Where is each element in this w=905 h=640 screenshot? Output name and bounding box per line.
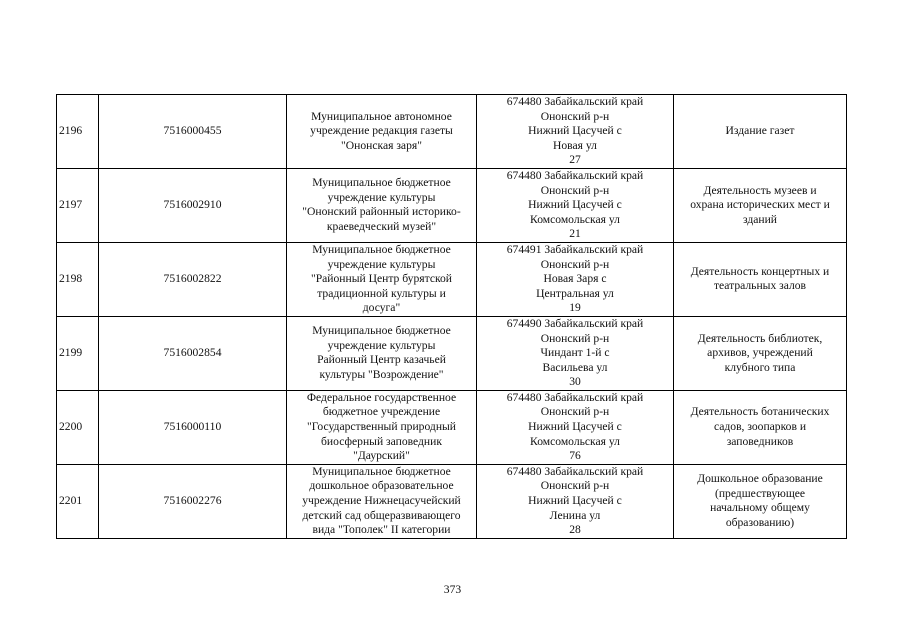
address bbox=[477, 316, 674, 390]
address bbox=[477, 390, 674, 464]
address-line: 27 bbox=[569, 153, 581, 167]
organization-line: биосферный заповедник bbox=[321, 434, 442, 448]
activity-line: Деятельность концертных и bbox=[690, 264, 830, 278]
table-row bbox=[57, 95, 847, 169]
activity-line: Издание газет bbox=[725, 124, 795, 138]
address bbox=[477, 95, 674, 169]
organization-line: вида "Тополек" II категории bbox=[312, 523, 451, 537]
address-line: Чиндант 1-й с bbox=[540, 346, 610, 360]
organization-name bbox=[287, 168, 477, 242]
address-line: Комсомольская ул bbox=[530, 212, 620, 226]
organization-line: учреждение редакция газеты bbox=[310, 124, 453, 138]
address-line: Новая Заря с bbox=[543, 272, 607, 286]
inn-code: 7516002822 bbox=[99, 242, 287, 316]
address-line: Нижний Цасучей с bbox=[528, 420, 622, 434]
activity-line: садов, зоопарков и bbox=[713, 420, 807, 434]
row-number: 2201 bbox=[57, 464, 99, 538]
organization-line: дошкольное образовательное bbox=[309, 479, 454, 493]
organization-line: Районный Центр казачьей bbox=[317, 353, 446, 367]
organization-line: Муниципальное бюджетное bbox=[312, 176, 451, 190]
table-row bbox=[57, 390, 847, 464]
address-line: Комсомольская ул bbox=[530, 434, 620, 448]
address-line: Ононский р-н bbox=[540, 405, 610, 419]
inn-code: 7516002276 bbox=[99, 464, 287, 538]
activity-line: заповедников bbox=[726, 434, 794, 448]
activity-type bbox=[674, 390, 847, 464]
activity-line: образованию) bbox=[725, 515, 795, 529]
inn-code: 7516000110 bbox=[99, 390, 287, 464]
address-line: Ононский р-н bbox=[540, 331, 610, 345]
activity-type bbox=[674, 316, 847, 390]
activity-line: охрана исторических мест и bbox=[690, 198, 830, 212]
organization-line: "Ононский районный историко- bbox=[302, 205, 461, 219]
organization-line: краеведческий музей" bbox=[326, 220, 437, 234]
address-line: 19 bbox=[569, 301, 581, 315]
organization-line: учреждение культуры bbox=[327, 257, 436, 271]
organization-name bbox=[287, 242, 477, 316]
organization-line: культуры "Возрождение" bbox=[319, 367, 444, 381]
organization-line: "Даурский" bbox=[353, 449, 410, 463]
address-line: Нижний Цасучей с bbox=[528, 494, 622, 508]
address bbox=[477, 464, 674, 538]
address-line: 674491 Забайкальский край bbox=[506, 242, 644, 256]
address-line: 30 bbox=[569, 375, 581, 389]
address-line: Ононский р-н bbox=[540, 183, 610, 197]
address-line: 674480 Забайкальский край bbox=[506, 95, 644, 108]
address-line: Васильева ул bbox=[542, 360, 608, 374]
organization-name bbox=[287, 390, 477, 464]
activity-line: Деятельность библиотек, bbox=[697, 331, 823, 345]
address bbox=[477, 242, 674, 316]
activity-line: начальному общему bbox=[710, 501, 810, 515]
address-line: 674480 Забайкальский край bbox=[506, 390, 644, 404]
activity-line: зданий bbox=[742, 212, 778, 226]
row-number: 2199 bbox=[57, 316, 99, 390]
organization-line: бюджетное учреждение bbox=[322, 405, 441, 419]
organization-line: досуга" bbox=[362, 301, 401, 315]
address-line: 674480 Забайкальский край bbox=[506, 464, 644, 478]
inn-code: 7516002910 bbox=[99, 168, 287, 242]
row-number: 2197 bbox=[57, 168, 99, 242]
activity-line: Дошкольное образование bbox=[697, 472, 823, 486]
row-number: 2200 bbox=[57, 390, 99, 464]
address bbox=[477, 168, 674, 242]
activity-type bbox=[674, 464, 847, 538]
address-line: Центральная ул bbox=[536, 286, 614, 300]
activity-line: театральных залов bbox=[713, 279, 807, 293]
organization-line: учреждение культуры bbox=[327, 190, 436, 204]
activity-line: архивов, учреждений bbox=[707, 346, 813, 360]
address-line: 674480 Забайкальский край bbox=[506, 168, 644, 182]
organization-line: Муниципальное бюджетное bbox=[312, 324, 451, 338]
activity-line: (предшествующее bbox=[714, 486, 806, 500]
organization-name bbox=[287, 95, 477, 169]
inn-code: 7516000455 bbox=[99, 95, 287, 169]
organization-line: детский сад общеразвивающего bbox=[302, 508, 461, 522]
activity-line: Деятельность музеев и bbox=[703, 183, 817, 197]
address-line: Нижний Цасучей с bbox=[528, 198, 622, 212]
organization-name bbox=[287, 464, 477, 538]
table-row bbox=[57, 242, 847, 316]
activity-type bbox=[674, 95, 847, 169]
address-line: 28 bbox=[569, 523, 581, 537]
organization-line: традиционной культуры и bbox=[317, 286, 446, 300]
address-line: Ононский р-н bbox=[540, 257, 610, 271]
organization-line: Муниципальное бюджетное bbox=[312, 464, 451, 478]
activity-line: Деятельность ботанических bbox=[690, 405, 830, 419]
organization-line: Федеральное государственное bbox=[306, 390, 457, 404]
address-line: Ононский р-н bbox=[540, 479, 610, 493]
table-row bbox=[57, 464, 847, 538]
inn-code: 7516002854 bbox=[99, 316, 287, 390]
organization-line: "Районный Центр бурятской bbox=[310, 272, 453, 286]
organization-name bbox=[287, 316, 477, 390]
table-row bbox=[57, 316, 847, 390]
organization-line: учреждение культуры bbox=[327, 338, 436, 352]
registry-table bbox=[56, 94, 847, 539]
organization-line: "Государственный природный bbox=[306, 420, 457, 434]
organization-line: Муниципальное бюджетное bbox=[312, 242, 451, 256]
address-line: Ононский р-н bbox=[540, 109, 610, 123]
address-line: 76 bbox=[569, 449, 581, 463]
address-line: Нижний Цасучей с bbox=[528, 124, 622, 138]
address-line: 21 bbox=[569, 227, 581, 241]
address-line: Новая ул bbox=[553, 138, 597, 152]
organization-line: Муниципальное автономное bbox=[311, 109, 452, 123]
activity-line: клубного типа bbox=[724, 360, 796, 374]
page-number: 373 bbox=[443, 583, 462, 596]
organization-line: учреждение Нижнецасучейский bbox=[302, 494, 461, 508]
activity-type bbox=[674, 242, 847, 316]
row-number: 2196 bbox=[57, 95, 99, 169]
row-number: 2198 bbox=[57, 242, 99, 316]
address-line: 674490 Забайкальский край bbox=[506, 316, 644, 330]
organization-line: "Ононская заря" bbox=[341, 138, 422, 152]
activity-type bbox=[674, 168, 847, 242]
table-row bbox=[57, 168, 847, 242]
address-line: Ленина ул bbox=[549, 508, 601, 522]
